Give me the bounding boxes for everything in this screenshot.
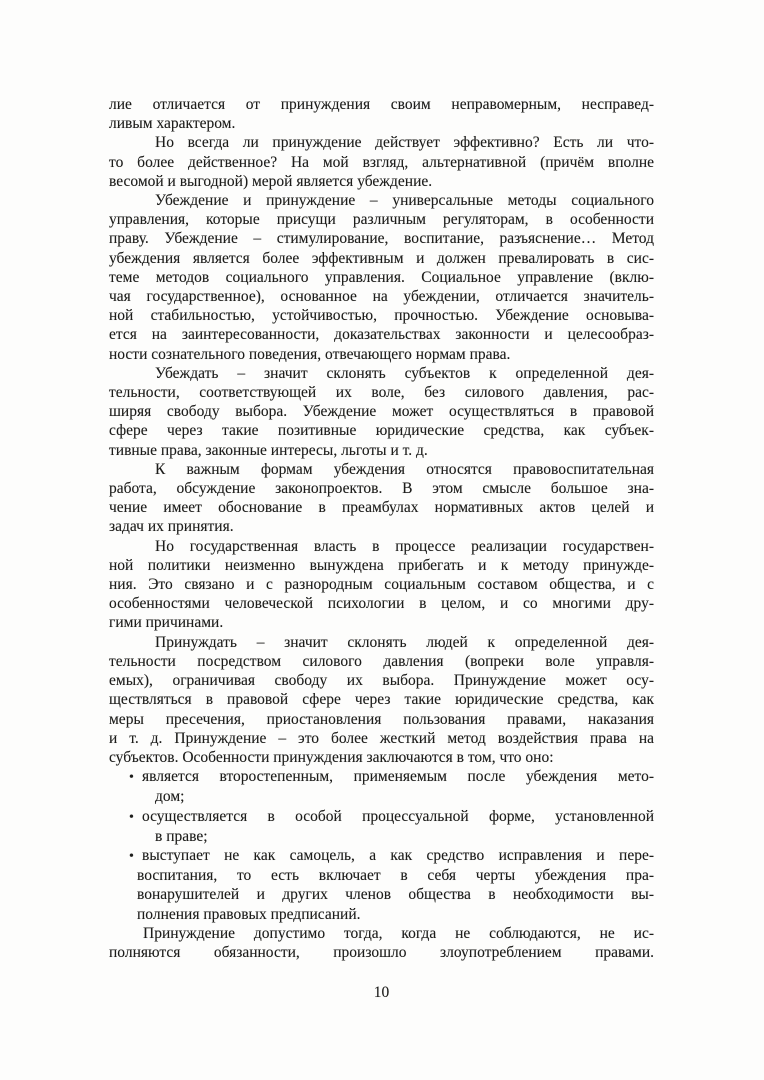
bullet-icon: •: [129, 809, 134, 825]
bullet-text: осуществляется в особой процессуальной форме, установленной: [142, 807, 654, 825]
text-line: Принуждение допустимо тогда, когда не соблюдаются, не ис-: [143, 924, 654, 942]
text-line: лие отличается от принуждения своим неправомерным, несправед-: [109, 96, 654, 113]
text-line: ширяя свободу выбора. Убеждение может осуществляться в правовой: [109, 403, 654, 421]
text-line: Убеждать – значит склонять субъектов к определенной дея-: [155, 364, 654, 382]
text-line: [109, 846, 654, 866]
paragraph: [109, 633, 654, 767]
text-line: меры пресечения, приостановления пользования правами, наказания: [109, 710, 654, 728]
text-line: то более действенное? На мой взгляд, альтернативной (причём вполне: [109, 153, 654, 171]
paragraph: [109, 537, 654, 633]
bullet-item: [109, 807, 654, 846]
text-line: ществляться в правовой сфере через такие юридические средства, как: [109, 691, 654, 709]
text-line: чение имеет обоснование в преамбулах нормативных актов целей и: [109, 499, 654, 517]
paragraph: [109, 460, 654, 537]
text-line: сфере через такие позитивные юридические средства, как субъек-: [109, 422, 654, 440]
text-line: праву. Убеждение – стимулирование, воспитание, разъяснение… Метод: [109, 230, 654, 248]
text-line: вонарушителей и других членов общества в необходимости вы-: [137, 886, 654, 904]
bullet-text: выступает не как самоцель, а как средство исправления и пере-: [142, 846, 654, 864]
text-line: ности сознательного поведения, отвечающего нормам права.: [109, 345, 511, 363]
text-line: убеждения является более эффективным и должен превалировать в сис-: [109, 249, 654, 267]
bullet-icon: •: [129, 770, 134, 786]
text-line: тельности, соответствующей их воле, без силового давления, рас-: [109, 384, 654, 402]
page-text-block: [109, 95, 654, 962]
text-line: Но всегда ли принуждение действует эффективно? Есть ли что-: [155, 134, 654, 152]
text-line: чая государственное), основанное на убеждении, отличается значитель-: [109, 288, 654, 306]
text-line: [109, 807, 654, 827]
text-line: управления, которые присущи различным регуляторам, в особенности: [109, 211, 654, 229]
paragraph: [109, 364, 654, 460]
text-line: ется на заинтересованности, доказательствах законности и целесообраз-: [109, 326, 654, 344]
text-line: ной политики неизменно вынуждена прибегать и к методу принужде-: [109, 556, 654, 574]
text-line: особенностями человеческой психологии в целом, и со многими дру-: [109, 595, 654, 613]
text-line: [109, 767, 654, 787]
paragraph: [109, 133, 654, 191]
bullet-list: [109, 767, 654, 924]
text-line: воспитания, то есть включает в себя черты убеждения пра-: [137, 867, 654, 885]
bullet-item: [109, 767, 654, 806]
text-line: ной стабильностью, устойчивостью, прочностью. Убеждение основыва-: [109, 307, 654, 325]
text-line: весомой и выгодной) мерой является убеждение.: [109, 172, 433, 190]
text-line: гими причинами.: [109, 614, 224, 632]
text-line: ливым характером.: [109, 115, 236, 133]
text-line: задач их принятия.: [109, 518, 234, 536]
text-line: работа, обсуждение законопроектов. В этом смысле большое зна-: [109, 480, 654, 498]
text-line: Принуждать – значит склонять людей к определенной дея-: [155, 633, 654, 651]
text-line: и т. д. Принуждение – это более жесткий метод воздействия права на: [109, 729, 654, 747]
text-line: субъектов. Особенности принуждения заключаются в том, что оно:: [109, 748, 554, 766]
text-line: Убеждение и принуждение – универсальные методы социального: [155, 192, 654, 210]
text-line: емых), ограничивая свободу их выбора. Принуждение может осу-: [109, 672, 654, 690]
page-footer: [109, 983, 654, 1002]
text-line: тивные права, законные интересы, льготы и т. д.: [109, 441, 428, 459]
text-line: дом;: [155, 788, 185, 806]
text-line: Но государственная власть в процессе реализации государствен-: [155, 537, 654, 555]
text-line: К важным формам убеждения относятся правовоспитательная: [155, 460, 654, 478]
paragraph: [109, 924, 654, 962]
text-line: ния. Это связано и с разнородным социальным составом общества, и с: [109, 576, 654, 594]
text-line: теме методов социального управления. Социальное управление (вклю-: [109, 268, 654, 286]
text-line: полнения правовых предписаний.: [137, 905, 361, 923]
text-line: полняются обязанности, произошло злоупотреблением правами.: [109, 943, 654, 961]
text-line: тельности посредством силового давления (вопреки воле управля-: [109, 652, 654, 670]
bullet-text: является второстепенным, применяемым после убеждения мето-: [142, 768, 654, 786]
paragraph: [109, 95, 654, 133]
bullet-item: [109, 846, 654, 924]
paragraph: [109, 191, 654, 364]
page-number: 10: [373, 984, 390, 1001]
text-line: в праве;: [155, 827, 208, 845]
bullet-icon: •: [129, 848, 134, 864]
